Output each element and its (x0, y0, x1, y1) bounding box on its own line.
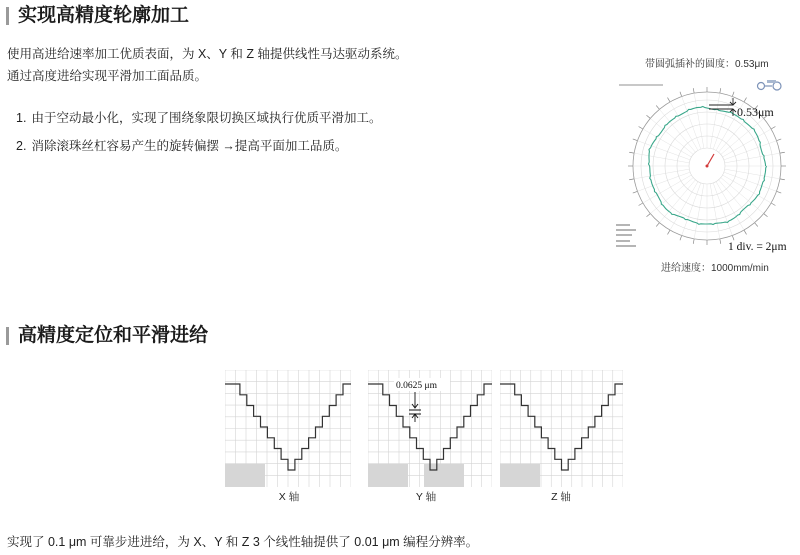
chart-legend-box (500, 464, 540, 487)
tick-mark (680, 92, 682, 97)
y-axis-label: Y 轴 (415, 491, 437, 503)
tick-mark (693, 88, 694, 93)
spoke-line (725, 169, 780, 179)
tick-mark (668, 230, 671, 234)
spoke-line (710, 184, 720, 239)
tick-mark (771, 203, 775, 206)
tick-mark (633, 139, 638, 141)
spoke-line (637, 141, 690, 160)
tick-mark (720, 88, 721, 93)
roundness-caption: 带圆弧插补的圆度：0.53μm (645, 59, 769, 70)
tick-mark (755, 223, 758, 227)
spoke-line (682, 183, 701, 236)
spoke-line (725, 153, 780, 163)
tick-mark (629, 152, 634, 153)
tick-mark (780, 179, 785, 180)
scale-label: 1 div. = 2μm (728, 241, 787, 253)
tick-mark (656, 105, 659, 109)
spoke-line (694, 93, 704, 148)
tick-mark (639, 203, 643, 206)
tick-mark (764, 214, 768, 217)
spoke-line (682, 96, 701, 149)
plot-legend-text (616, 224, 636, 247)
spoke-line (634, 153, 689, 163)
tick-mark (777, 139, 782, 141)
tick-mark (680, 236, 682, 241)
tick-mark (633, 191, 638, 193)
x-axis-label: X 轴 (278, 491, 300, 503)
tick-mark (693, 239, 694, 244)
spoke-line (634, 169, 689, 179)
intro-line-1: 使用高进给速率加工优质表面，为 X、Y 和 Z 轴提供线性马达驱动系统。 (7, 47, 408, 61)
feed-rate-caption: 进给速度：1000mm/min (661, 263, 769, 274)
tick-mark (720, 239, 721, 244)
roundness-annotation: 0.53μm (737, 105, 774, 119)
intro-line-2: 通过高度进给实现平滑加工面品质。 (7, 69, 208, 83)
section-title-contour: 实现高精度轮廓加工 (6, 4, 189, 28)
spoke-line (637, 172, 690, 191)
section-title-positioning: 高精度定位和平滑进给 (6, 324, 208, 348)
spoke-line (724, 141, 777, 160)
tick-mark (777, 191, 782, 193)
spoke-line (713, 96, 732, 149)
tick-mark (744, 98, 747, 102)
tick-mark (646, 214, 650, 217)
y-axis-step-chart (368, 370, 492, 487)
x-axis-step-chart (225, 370, 351, 487)
roundness-plot (610, 72, 800, 258)
spoke-line (710, 93, 720, 148)
tick-mark (639, 127, 643, 130)
spoke-line (713, 183, 732, 236)
center-point (706, 165, 709, 168)
tick-mark (732, 236, 734, 241)
tick-mark (771, 127, 775, 130)
spoke-line (724, 172, 777, 191)
tick-mark (732, 92, 734, 97)
step-annotation: 0.0625 μm (396, 381, 437, 391)
tick-mark (629, 179, 634, 180)
center-needle (707, 154, 714, 166)
chart-legend-box (225, 464, 265, 487)
plot-header-line (619, 84, 663, 86)
spoke-line (694, 184, 704, 239)
list-item: 2. 消除滚珠丝杠容易产生的旋转偏摆 →提高平面加工品质。 (16, 139, 348, 153)
z-axis-step-chart (500, 370, 623, 487)
feature-list (16, 109, 381, 165)
z-axis-label: Z 轴 (551, 491, 571, 503)
list-item: 1. 由于空动最小化，实现了围绕象限切换区域执行优质平滑加工。 (16, 111, 382, 125)
tick-mark (646, 115, 650, 118)
tick-mark (744, 230, 747, 234)
tick-mark (780, 152, 785, 153)
chart-legend-box (368, 464, 408, 487)
measurement-icon (758, 80, 782, 90)
tick-mark (668, 98, 671, 102)
footer-text: 实现了 0.1 μm 可靠步进进给，为 X、Y 和 Z 3 个线性轴提供了 0.01 μm 编程分辨率。 (7, 535, 479, 549)
tick-mark (656, 223, 659, 227)
